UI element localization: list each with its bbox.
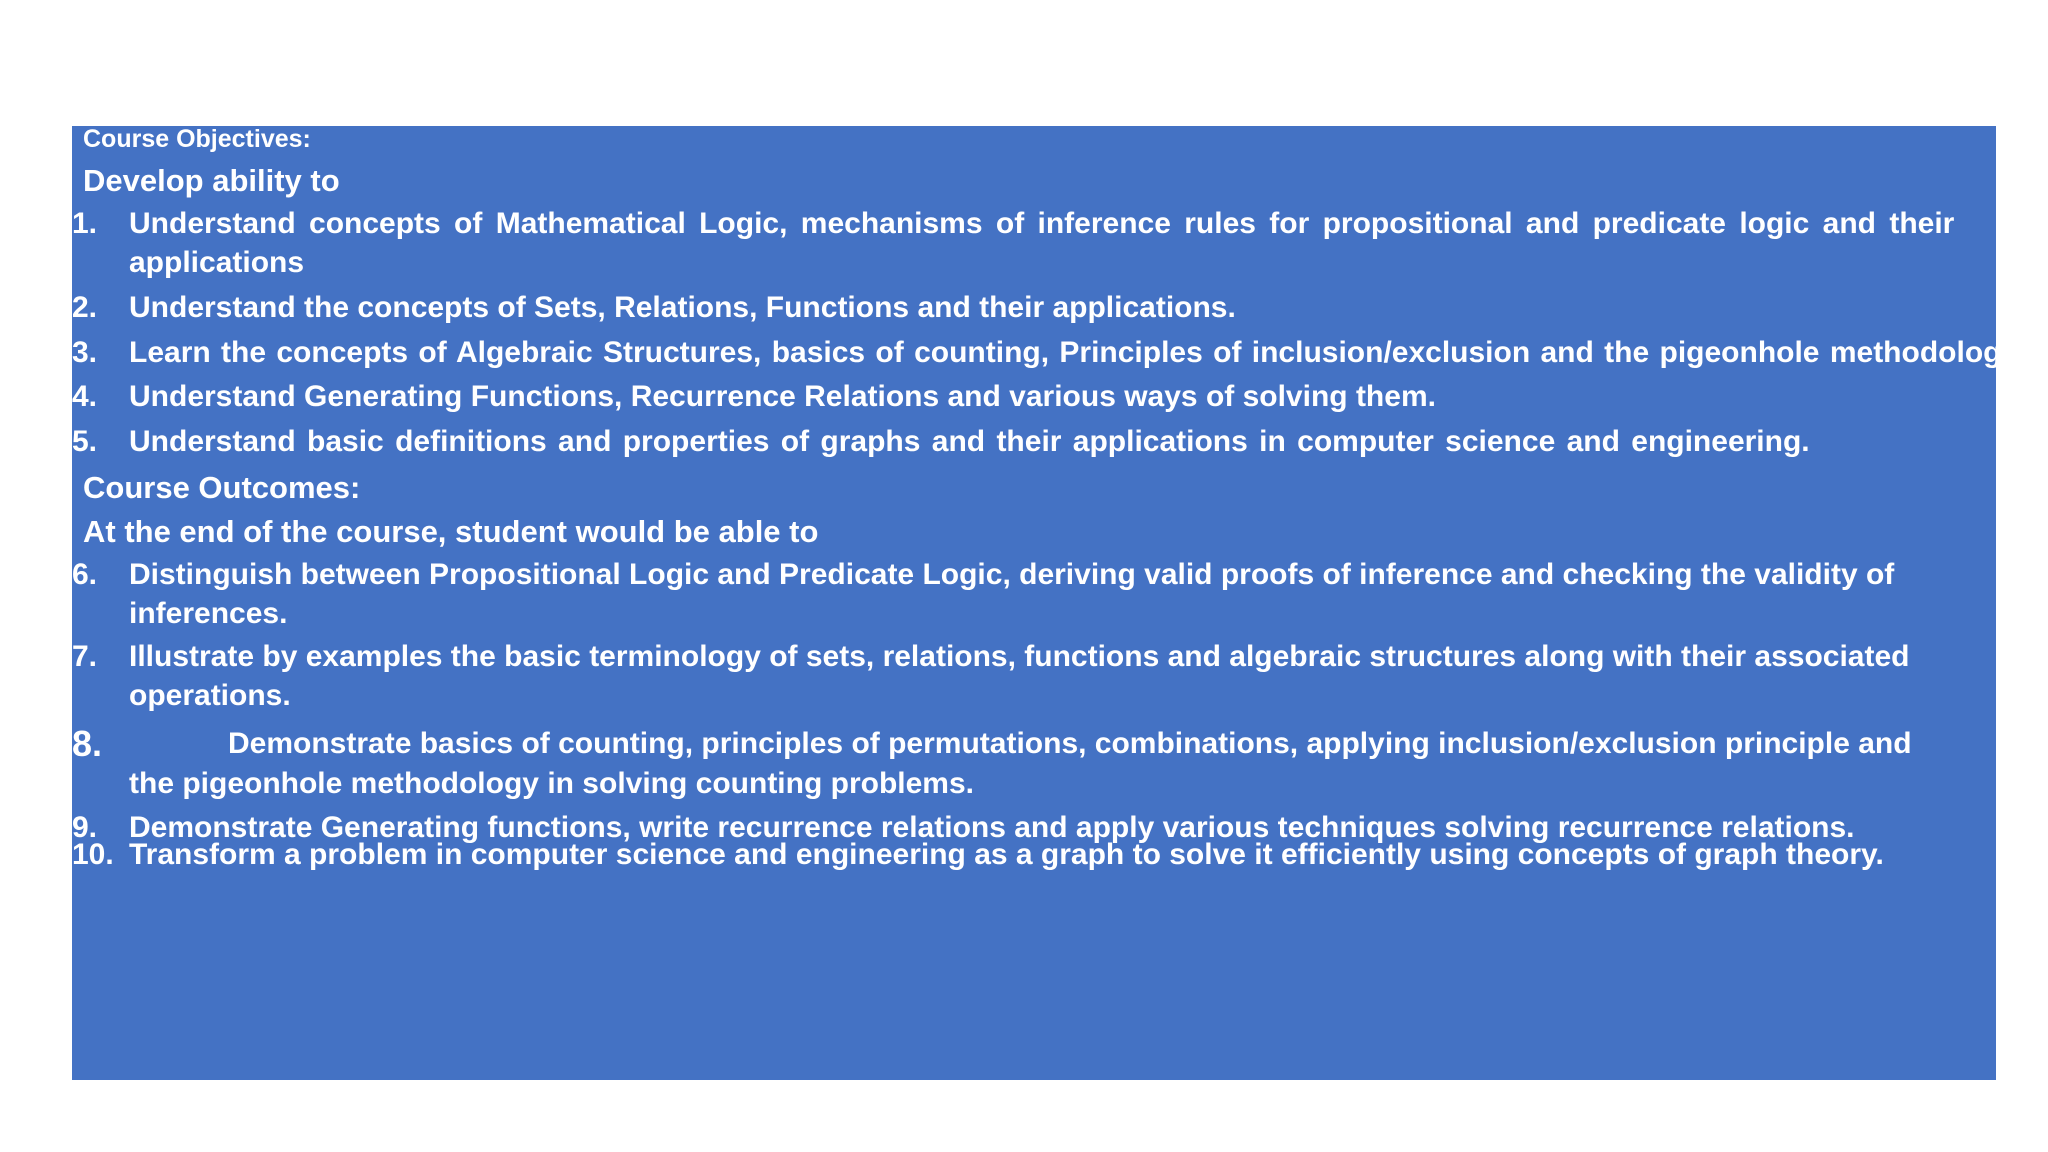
objective-5-text: Understand basic definitions and properties of graphs and their applications in computer science and engineering. (129, 425, 1810, 458)
objective-2-text: Understand the concepts of Sets, Relations, Functions and their applications. (129, 291, 1236, 324)
content-panel (72, 126, 1996, 1080)
outcome-8-line-2: the pigeonhole methodology in solving counting problems. (129, 767, 974, 800)
objective-number-1: 1. (72, 207, 98, 240)
objective-number-2: 2. (72, 291, 98, 324)
objectives-lead: Develop ability to (83, 163, 340, 198)
outcome-number-9: 9. (72, 811, 98, 844)
objective-number-3: 3. (72, 336, 98, 369)
outcome-number-7: 7. (72, 640, 98, 673)
objective-1-line-1 (129, 207, 1955, 240)
outcomes-lead: At the end of the course, student would be able to (83, 514, 819, 549)
outcome-6-line-2: inferences. (129, 597, 288, 630)
outcomes-title: Course Outcomes: (83, 470, 361, 505)
outcome-9-text: Demonstrate Generating functions, write recurrence relations and apply various techniques solving recurrence relations. (129, 811, 1855, 844)
outcome-number-10: 10. (72, 838, 114, 871)
outcome-7-line-1: Illustrate by examples the basic terminology of sets, relations, functions and algebraic structures along with their associated (129, 640, 1910, 673)
objective-3-text: Learn the concepts of Algebraic Structures, basics of counting, Principles of inclusion/exclusion and the pigeonhole methodology. (129, 336, 2025, 369)
objective-4-text: Understand Generating Functions, Recurrence Relations and various ways of solving them. (129, 380, 1436, 413)
objective-number-4: 4. (72, 380, 98, 413)
outcome-8-line-1: Demonstrate basics of counting, principles of permutations, combinations, applying inclusion/exclusion principle and (228, 727, 1912, 760)
objective-1-text: Understand concepts of Mathematical Logic, mechanisms of inference rules for propositional and predicate logic and their (129, 207, 1955, 240)
objective-1-line-2: applications (129, 246, 305, 279)
objectives-title: Course Objectives: (83, 125, 311, 153)
outcome-10-text: Transform a problem in computer science and engineering as a graph to solve it efficiently using concepts of graph theory. (129, 838, 1884, 871)
objective-number-5: 5. (72, 425, 98, 458)
outcome-7-line-2: operations. (129, 679, 291, 712)
outcome-number-8: 8. (72, 723, 103, 764)
outcome-6-line-1: Distinguish between Propositional Logic and Predicate Logic, deriving valid proofs of inference and checking the validity of (129, 558, 1895, 591)
outcome-number-6: 6. (72, 558, 98, 591)
